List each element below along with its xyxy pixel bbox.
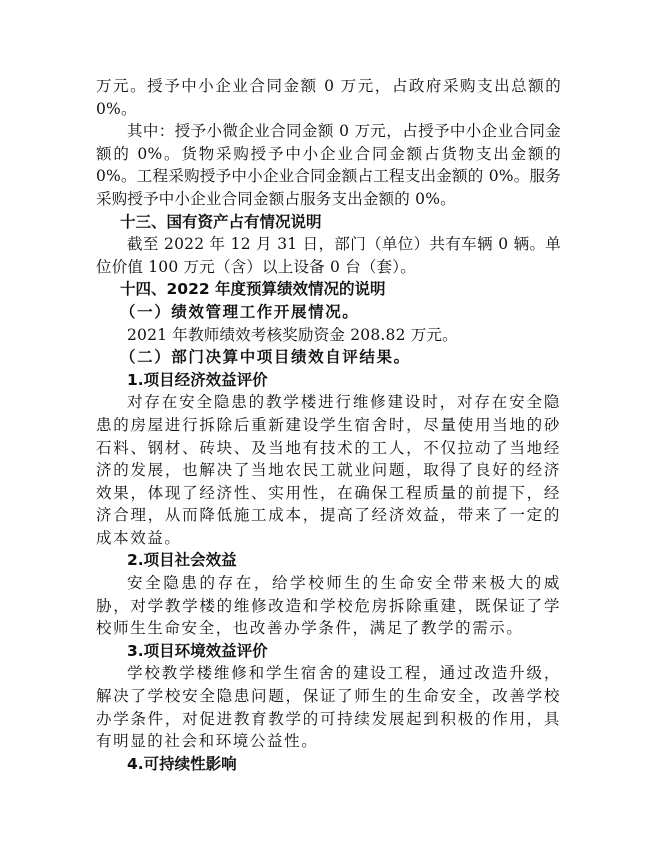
paragraph-performance-fund: 2021 年教师绩效考核奖励资金 208.82 万元。 (127, 325, 458, 344)
heading-environmental-benefit: 3.项目环境效益评价 (127, 641, 268, 660)
heading-section-14: 十四、2022 年度预算绩效情况的说明 (120, 280, 386, 299)
heading-section-14-1: （一）绩效管理工作开展情况。 (120, 302, 360, 321)
paragraph-sme-contracts: 其中：授予小微企业合同金额 0 万元，占授予中小企业合同金额的 0%。货物采购授予中小企业合同金额占货物支出金额的 0%。工程采购授予中小企业合同金额占工程支出金额的 0%。服务采购授予中小企业合同金额占服务支出金额的 0%。 (96, 122, 561, 208)
paragraph-environmental-benefit: 学校教学楼维修和学生宿舍的建设工程，通过改造升级，解决了学校安全隐患问题，保证了师生的生命安全，改善学校办学条件，对促进教育教学的可持续发展起到积极的作用，具有明显的社会和环境公益性。 (96, 664, 561, 751)
paragraph-social-benefit: 安全隐患的存在，给学校师生的生命安全带来极大的威胁，对学教学楼的维修改造和学校危房拆除重建，既保证了学校师生生命安全，也改善办学条件，满足了教学的需示。 (96, 574, 561, 638)
paragraph-procurement-tail: 万元。授予中小企业合同金额 0 万元，占政府采购支出总额的 0%。 (96, 77, 561, 118)
paragraph-economic-benefit: 对存在安全隐患的教学楼进行维修建设时，对存在安全隐患的房屋进行拆除后重新建设学生宿舍时，尽量使用当地的砂石料、钢材、砖块、及当地有技术的工人，不仅拉动了当地经济的发展，也解决了当地农民工就业问题，取得了良好的经济效果，体现了经济性、实用性，在确保工程质量的前提下，经济合理，从而降低施工成本，提高了经济效益，带来了一定的成本效益。 (96, 393, 561, 547)
heading-section-14-2: （二）部门决算中项目绩效自评结果。 (120, 348, 411, 367)
heading-sustainability: 4.可持续性影响 (127, 754, 237, 773)
heading-section-13: 十三、国有资产占有情况说明 (120, 212, 322, 231)
document-page (96, 75, 561, 775)
heading-economic-benefit: 1.项目经济效益评价 (127, 370, 268, 389)
heading-social-benefit: 2.项目社会效益 (127, 551, 237, 570)
paragraph-assets: 截至 2022 年 12 月 31 日，部门（单位）共有车辆 0 辆。单位价值 100 万元（含）以上设备 0 台（套）。 (96, 235, 561, 276)
